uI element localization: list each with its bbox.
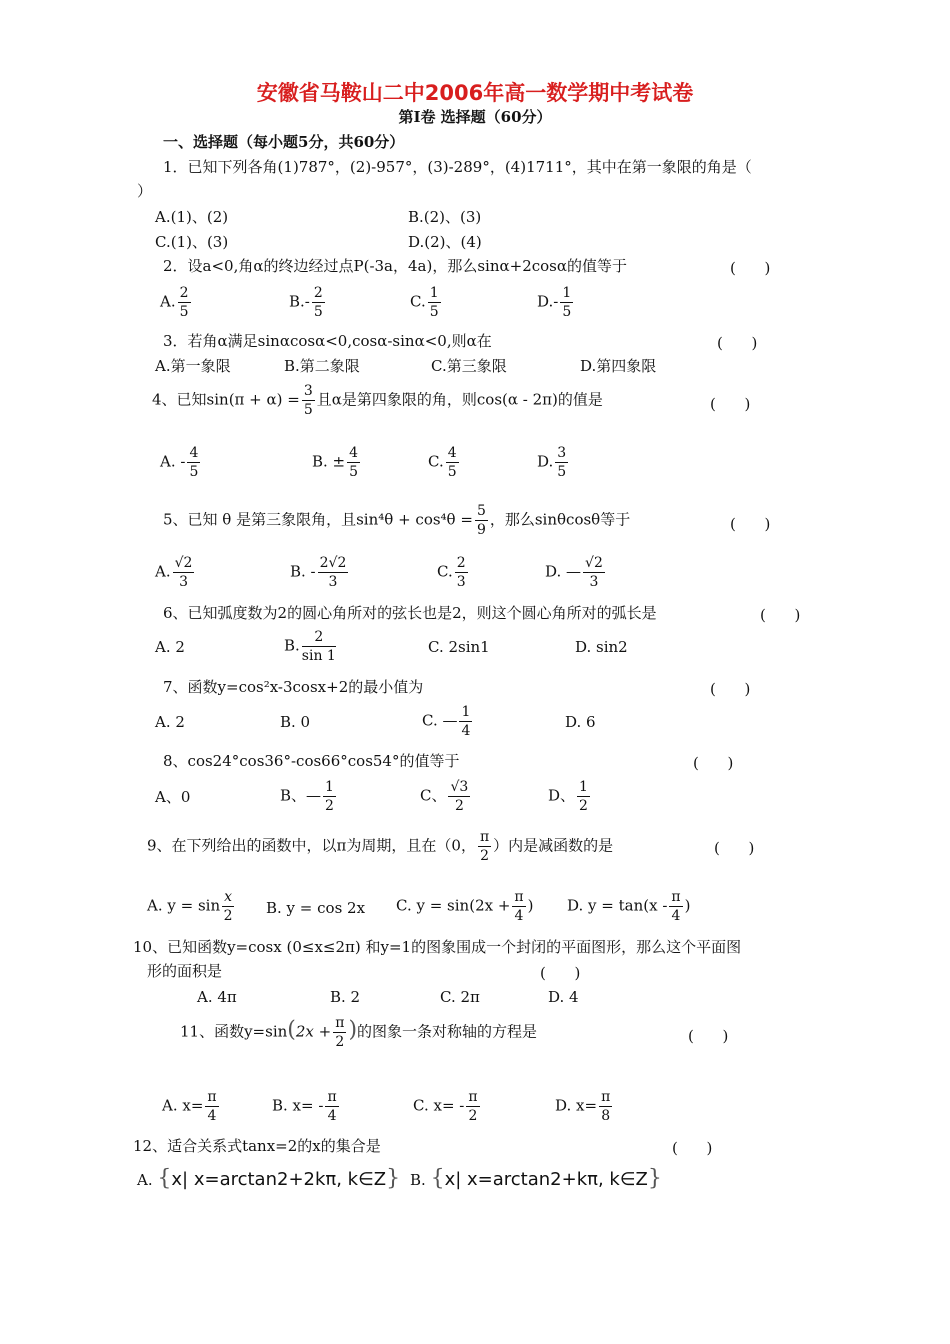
- q1-option-d: D.(2)、(4): [408, 233, 482, 251]
- q11-option-a: A. x= $\frac{\pi}{4}$: [162, 1089, 217, 1124]
- q6-paren: ( ): [760, 606, 801, 624]
- q12-option-b: B. {x| x=arctan2+kπ, k∈Z}: [410, 1166, 662, 1191]
- q1-option-c: C.(1)、(3): [155, 233, 229, 251]
- q3-option-b: B.第二象限: [284, 357, 360, 375]
- q4-option-b: B. ± $\frac{4}{5}$: [312, 445, 359, 480]
- q10-stem-cont: 形的面积是: [147, 962, 223, 980]
- q5-paren: ( ): [730, 515, 771, 533]
- q10-option-a: A. 4π: [197, 988, 237, 1006]
- q9-option-b: B. y = cos 2x: [266, 899, 366, 917]
- q4-stem: 4、已知sin(π + α) = $\frac{3}{5}$ 且α是第四象限的角，则cos(α - 2π)的值是: [152, 383, 603, 418]
- q12-paren: ( ): [672, 1139, 713, 1157]
- q10-stem: 10、已知函数y=cosx (0≤x≤2π) 和y=1的图象围成一个封闭的平面图形，那么这个平面图: [133, 938, 742, 956]
- q8-option-b: B、— $\frac{1}{2}$: [280, 779, 334, 814]
- q5-option-d: D. — $\frac{√2}{3}$: [545, 555, 603, 590]
- q4-paren: ( ): [710, 395, 751, 413]
- section-heading: 一、选择题（每小题5分，共60分）: [163, 133, 405, 151]
- q1-paren: ）: [137, 182, 153, 200]
- exam-part-heading: 第Ⅰ卷 选择题（60分）: [398, 108, 552, 126]
- q8-option-c: C、 $\frac{√3}{2}$: [420, 779, 469, 814]
- q5-option-a: A. $\frac{√2}{3}$: [155, 555, 193, 590]
- q3-paren: ( ): [717, 334, 758, 352]
- q8-stem: 8、cos24°cos36°-cos66°cos54°的值等于: [163, 752, 460, 770]
- q3-option-c: C.第三象限: [431, 357, 507, 375]
- q8-paren: ( ): [693, 754, 734, 772]
- q9-paren: ( ): [714, 839, 755, 857]
- q12-option-a: A. {x| x=arctan2+2kπ, k∈Z}: [137, 1166, 401, 1191]
- q5-option-c: C. $\frac{2}{3}$: [437, 555, 466, 590]
- q6-option-b: B. $\frac{2}{\sin 1}$: [284, 629, 336, 664]
- q2-option-b: B.- $\frac{2}{5}$: [289, 285, 323, 320]
- q2-option-d: D.- $\frac{1}{5}$: [537, 285, 572, 320]
- q9-stem: 9、在下列给出的函数中，以π为周期，且在（0， $\frac{\pi}{2}$ ）内是减函数的是: [147, 829, 614, 864]
- q1-option-b: B.(2)、(3): [408, 208, 482, 226]
- q6-option-d: D. sin2: [575, 638, 628, 656]
- page-title: 安徽省马鞍山二中2006年高一数学期中考试卷: [256, 81, 694, 105]
- q2-stem: 2．设a<0,角α的终边经过点P(-3a，4a)，那么sinα+2cosα的值等于: [163, 257, 627, 275]
- q10-option-b: B. 2: [330, 988, 361, 1006]
- q2-option-c: C. $\frac{1}{5}$: [410, 285, 439, 320]
- q5-stem: 5、已知 θ 是第三象限角，且sin⁴θ + cos⁴θ = $\frac{5}{9}$ ，那么sinθcosθ等于: [163, 503, 631, 538]
- q4-option-a: A. - $\frac{4}{5}$: [160, 445, 199, 480]
- q3-option-d: D.第四象限: [580, 357, 657, 375]
- q11-option-c: C. x= - $\frac{\pi}{2}$: [413, 1089, 478, 1124]
- q9-option-d: D. y = tan(x - $\frac{\pi}{4}$ ): [567, 889, 691, 924]
- q7-option-d: D. 6: [565, 713, 596, 731]
- q9-option-a: A. y = sin $\frac{x}{2}$: [147, 889, 233, 924]
- q8-option-d: D、 $\frac{1}{2}$: [548, 779, 588, 814]
- q4-option-d: D. $\frac{3}{5}$: [537, 445, 567, 480]
- q1-stem: 1．已知下列各角(1)787°，(2)-957°，(3)-289°，(4)1711°，其中在第一象限的角是（: [163, 158, 752, 176]
- q10-option-d: D. 4: [548, 988, 579, 1006]
- q2-paren: ( ): [730, 259, 771, 277]
- q11-paren: ( ): [688, 1027, 729, 1045]
- q9-option-c: C. y = sin(2x + $\frac{\pi}{4}$ ): [396, 889, 534, 924]
- q6-option-c: C. 2sin1: [428, 638, 490, 656]
- q8-option-a: A、0: [155, 788, 191, 806]
- q10-option-c: C. 2π: [440, 988, 480, 1006]
- q7-stem: 7、函数y=cos²x-3cosx+2的最小值为: [163, 678, 424, 696]
- q3-stem: 3．若角α满足sinαcosα<0,cosα-sinα<0,则α在: [163, 332, 492, 350]
- q7-paren: ( ): [710, 680, 751, 698]
- q12-stem: 12、适合关系式tanx=2的x的集合是: [133, 1137, 381, 1155]
- q1-option-a: A.(1)、(2): [155, 208, 229, 226]
- q6-stem: 6、已知弧度数为2的圆心角所对的弦长也是2，则这个圆心角所对的弧长是: [163, 604, 657, 622]
- q2-option-a: A. $\frac{2}{5}$: [160, 285, 189, 320]
- q6-option-a: A. 2: [155, 638, 185, 656]
- q5-option-b: B. - $\frac{2√2}{3}$: [290, 555, 347, 590]
- q11-stem: 11、函数y=sin(2x + $\frac{\pi}{2}$ )的图象一条对称轴的方程是: [180, 1015, 538, 1050]
- q3-option-a: A.第一象限: [155, 357, 231, 375]
- q7-option-b: B. 0: [280, 713, 311, 731]
- q11-option-b: B. x= - $\frac{\pi}{4}$: [272, 1089, 337, 1124]
- q10-paren: ( ): [540, 964, 581, 982]
- q11-option-d: D. x= $\frac{\pi}{8}$: [555, 1089, 611, 1124]
- q7-option-a: A. 2: [155, 713, 185, 731]
- q7-option-c: C. — $\frac{1}{4}$: [422, 704, 471, 739]
- q4-option-c: C. $\frac{4}{5}$: [428, 445, 457, 480]
